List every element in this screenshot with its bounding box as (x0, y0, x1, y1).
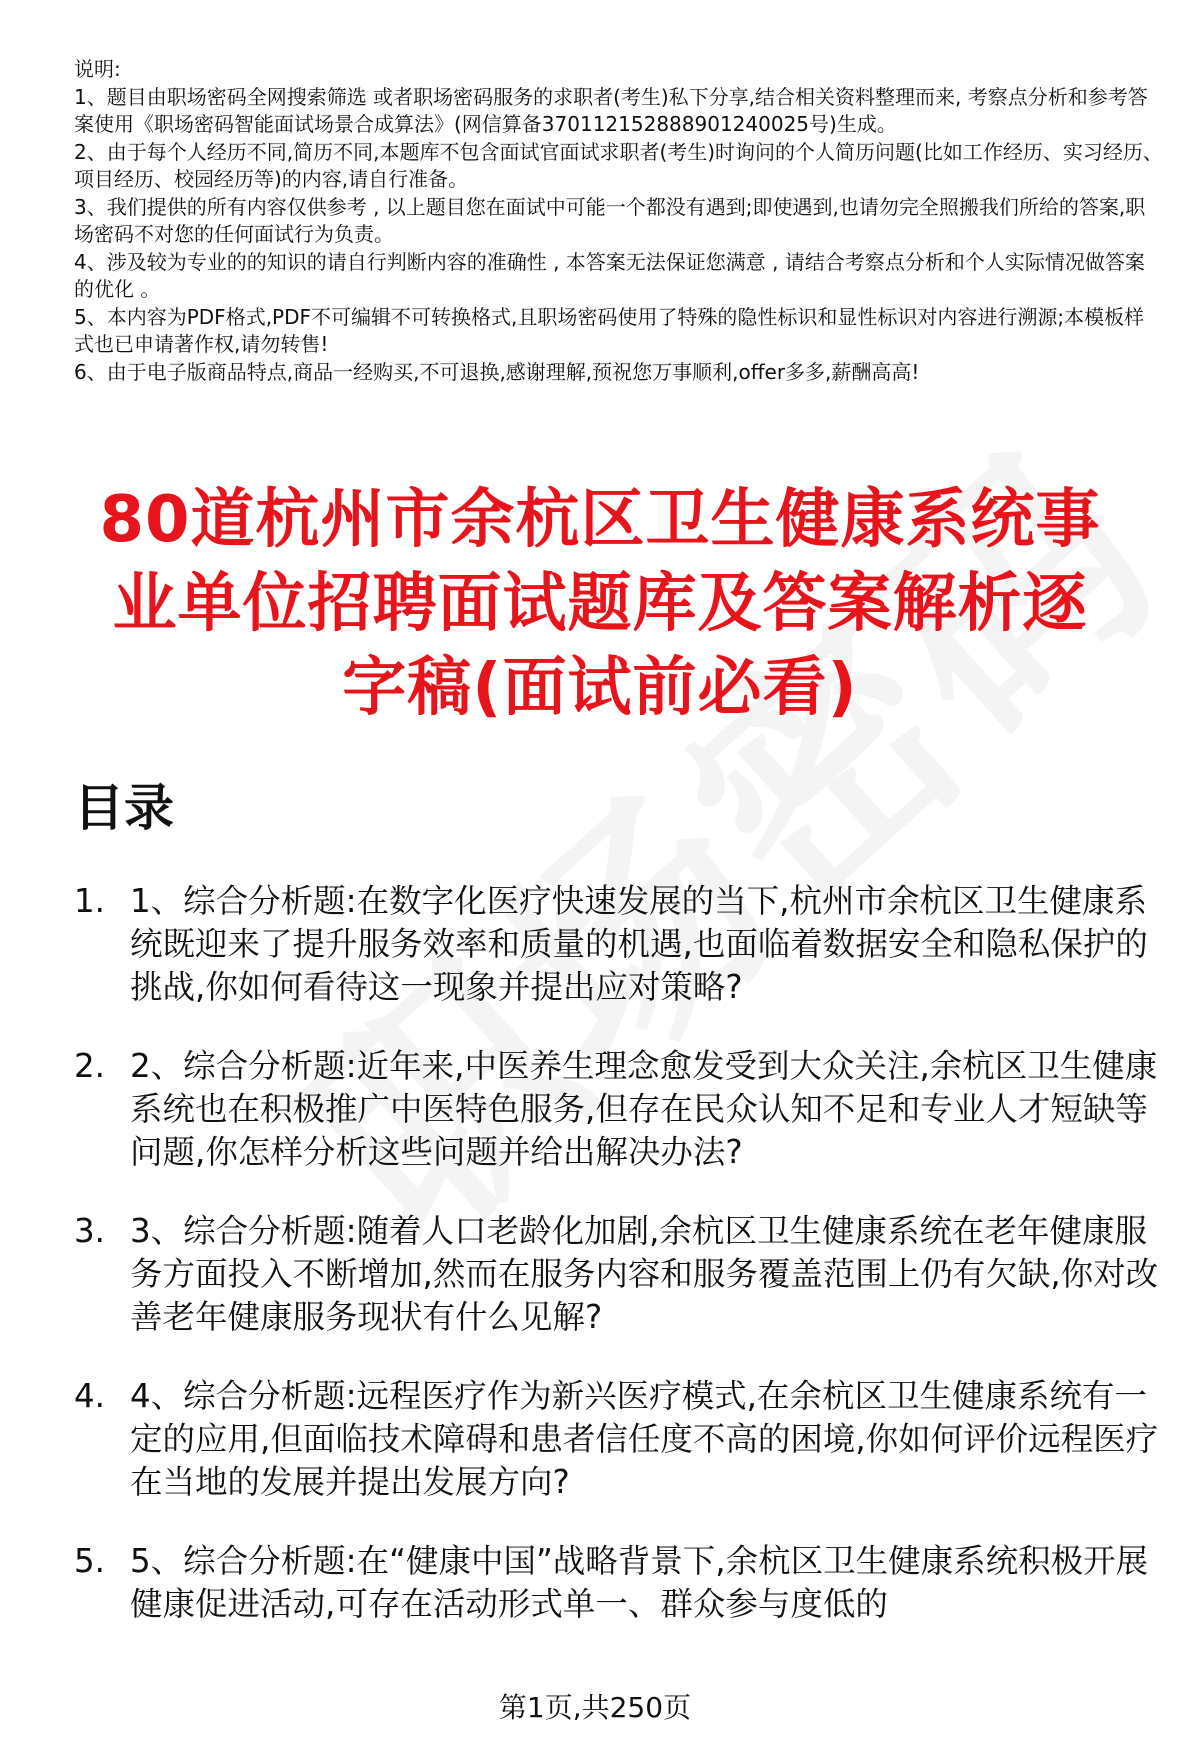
notice-item: 5、本内容为PDF格式,PDF不可编辑不可转换格式,且职场密码使用了特殊的隐性标识和显性标识对内容进行溯源;本模板样式也已申请著作权,请勿转售! (74, 304, 1145, 356)
toc-item[interactable] (74, 1045, 1174, 1174)
toc-item[interactable] (74, 1540, 1174, 1626)
title-line-2: 业单位招聘面试题库及答案解析逐 (112, 567, 1088, 641)
notice-section (74, 56, 1164, 386)
toc-item[interactable] (74, 1210, 1174, 1339)
toc-item-text: 5、综合分析题:在“健康中国”战略背景下,余杭区卫生健康系统积极开展健康促进活动,可存在活动形式单一、群众参与度低的 (130, 1542, 1149, 1623)
toc-item-text: 4、综合分析题:远程医疗作为新兴医疗模式,在余杭区卫生健康系统有一定的应用,但面临技术障碍和患者信任度不高的困境,你如何评价远程医疗在当地的发展并提出发展方向? (130, 1377, 1159, 1501)
toc-item-number: 3. (74, 1212, 106, 1250)
notice-item: 1、题目由职场密码全网搜索筛选 或者职场密码服务的求职者(考生)私下分享,结合相关资料整理而来, 考察点分析和参考答案使用《职场密码智能面试场景合成算法》(网信算备370112152888901240025号)生成。 (74, 84, 1148, 136)
toc-item-number: 5. (74, 1542, 106, 1580)
toc-item-number: 1. (74, 882, 106, 920)
toc-item-text: 2、综合分析题:近年来,中医养生理念愈发受到大众关注,余杭区卫生健康系统也在积极推广中医特色服务,但存在民众认知不足和专业人才短缺等问题,你怎样分析这些问题并给出解决办法? (130, 1047, 1158, 1171)
title-line-3: 字稿(面试前必看) (342, 651, 858, 725)
toc-item[interactable] (74, 1375, 1174, 1504)
toc-item-number: 4. (74, 1377, 106, 1415)
notice-item: 6、由于电子版商品特点,商品一经购买,不可退换,感谢理解,预祝您万事顺利,offer多多,薪酬高高! (74, 359, 920, 384)
notice-item: 2、由于每个人经历不同,简历不同,本题库不包含面试官面试求职者(考生)时询问的个人简历问题(比如工作经历、实习经历、项目经历、校园经历等)的内容,请自行准备。 (74, 139, 1163, 191)
document-title (60, 478, 1140, 730)
toc-item-text: 3、综合分析题:随着人口老龄化加剧,余杭区卫生健康系统在老年健康服务方面投入不断增加,然而在服务内容和服务覆盖范围上仍有欠缺,你对改善老年健康服务现状有什么见解? (130, 1212, 1159, 1336)
toc-list (74, 880, 1174, 1662)
notice-item: 3、我们提供的所有内容仅供参考 , 以上题目您在面试中可能一个都没有遇到;即使遇到,也请勿完全照搬我们所给的答案,职场密码不对您的任何面试行为负责。 (74, 194, 1146, 246)
page-footer: 第1页,共250页 (498, 1691, 692, 1724)
toc-item-number: 2. (74, 1047, 106, 1085)
notice-heading: 说明: (74, 57, 121, 81)
toc-item-text: 1、综合分析题:在数字化医疗快速发展的当下,杭州市余杭区卫生健康系统既迎来了提升服务效率和质量的机遇,也面临着数据安全和隐私保护的挑战,你如何看待这一现象并提出应对策略? (130, 882, 1148, 1006)
notice-item: 4、涉及较为专业的的知识的请自行判断内容的准确性 , 本答案无法保证您满意 , 请结合考察点分析和个人实际情况做答案的优化 。 (74, 249, 1145, 301)
title-line-1: 80道杭州市余杭区卫生健康系统事 (99, 483, 1101, 557)
toc-heading: 目录 (74, 779, 174, 837)
toc-item[interactable] (74, 880, 1174, 1009)
